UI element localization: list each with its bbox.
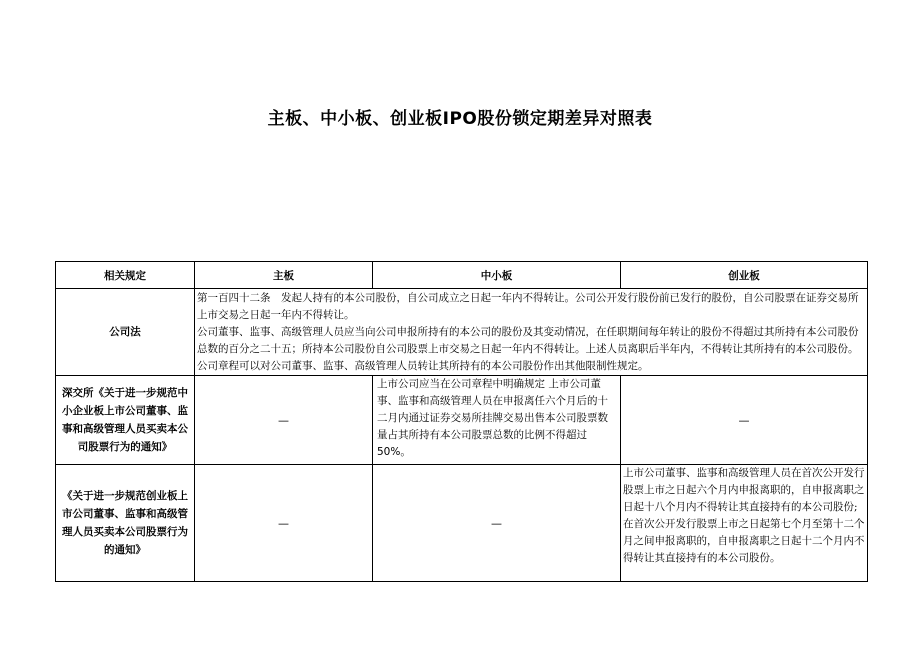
company-law-paragraph-2: 公司董事、监事、高级管理人员应当向公司申报所持有的本公司的股份及其变动情况，在任职期间每年转让的股份不得超过其所持有本公司股份总数的百分之二十五；所持本公司股份自公司股票上市交易之日起一年内不得转让。上述人员离职后半年内，不得转让其所持有的本公司股份。公司章程可以对公司董事、监事、高级管理人员转让其所持有的本公司股份作出其他限制性规定。 [197,326,859,372]
gem-board-cell: 上市公司董事、监事和高级管理人员在首次公开发行股票上市之日起六个月内申报离职的，自申报离职之日起十八个月内不得转让其直接持有的本公司股份; 在首次公开发行股票上市之日起第七个月至第十二个月之间申报离职的，自申报离职之日起十二个月内不得转让其直接持有的本公司股份。 [621,465,868,582]
table-header-row [56,262,868,289]
row-label-szse-sme-notice: 深交所《关于进一步规范中小企业板上市公司董事、监事和高级管理人员买卖本公司股票行为的通知》 [56,376,195,465]
page-title: 主板、中小板、创业板IPO股份锁定期差异对照表 [267,109,653,129]
header-gem-board: 创业板 [621,262,868,289]
table-row [56,465,868,582]
company-law-paragraph-1: 第一百四十二条 发起人持有的本公司股份，自公司成立之日起一年内不得转让。公司公开发行股份前已发行的股份，自公司股票在证券交易所上市交易之日起一年内不得转让。 [197,292,859,321]
header-sme-board: 中小板 [373,262,621,289]
row-label-company-law: 公司法 [56,289,195,376]
gem-board-cell: — [621,376,868,465]
comparison-table [55,261,868,582]
table-row [56,376,868,465]
table-row [56,289,868,376]
main-board-cell: — [195,376,373,465]
sme-board-cell: — [373,465,621,582]
sme-board-cell: 上市公司应当在公司章程中明确规定 上市公司董事、监事和高级管理人员在申报离任六个月后的十二月内通过证券交易所挂牌交易出售本公司股票数量占其所持有本公司股票总数的比例不得超过50%。 [373,376,621,465]
header-regulation: 相关规定 [56,262,195,289]
main-board-cell: — [195,465,373,582]
row-label-gem-notice: 《关于进一步规范创业板上市公司董事、监事和高级管理人员买卖本公司股票行为的通知》 [56,465,195,582]
header-main-board: 主板 [195,262,373,289]
company-law-text [195,289,868,376]
